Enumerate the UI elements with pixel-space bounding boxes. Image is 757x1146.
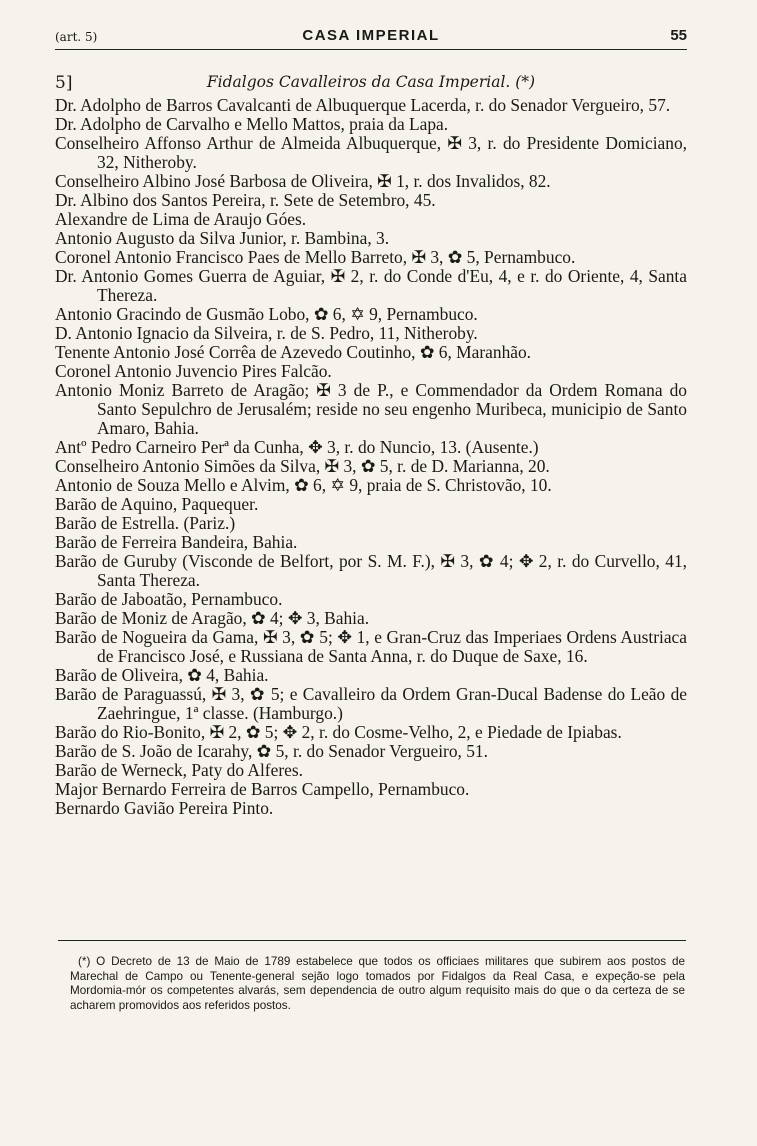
list-item: Coronel Antonio Francisco Paes de Mello Barreto, ✠ 3, ✿ 5, Pernambuco.	[55, 247, 576, 267]
list-item: Barão de Estrella. (Pariz.)	[55, 513, 236, 533]
list-item: Barão de Guruby (Visconde de Belfort, por S. M. F.), ✠ 3, ✿ 4; ✥ 2, r. do Curvello, 41, Santa Thereza.	[55, 551, 687, 590]
list-item: Coronel Antonio Juvencio Pires Falcão.	[55, 361, 332, 381]
list-item: Bernardo Gavião Pereira Pinto.	[55, 798, 274, 818]
list-item: Conselheiro Albino José Barbosa de Oliveira, ✠ 1, r. dos Invalidos, 82.	[55, 171, 551, 191]
list-item: Barão de Ferreira Bandeira, Bahia.	[55, 532, 298, 552]
header-rule	[55, 49, 687, 50]
list-item: Antonio Augusto da Silva Junior, r. Bambina, 3.	[55, 228, 390, 248]
list-item: Barão de Paraguassú, ✠ 3, ✿ 5; e Cavalleiro da Ordem Gran-Ducal Badense do Leão de Zaehringue, 1ª classe. (Hamburgo.)	[55, 684, 687, 723]
footnote: (*) O Decreto de 13 de Maio de 1789 estabelece que todos os officiaes militares que subirem aos postos de Marechal de Campo ou Tenente-general sejão logo tomados por Fidalgos da Real Casa, e expeção-se pela Mordomia-mór os competentes alvarás, sem dependencia de outro algum requisito mais do que o da certeza de se acharem promovidos aos referidos postos.	[70, 955, 685, 1012]
list-item: Dr. Adolpho de Carvalho e Mello Mattos, praia da Lapa.	[55, 114, 449, 134]
running-title: CASA IMPERIAL	[302, 27, 440, 44]
section-heading	[55, 73, 687, 93]
list-item: Barão de Jaboatão, Pernambuco.	[55, 589, 283, 609]
list-item: Antonio Gracindo de Gusmão Lobo, ✿ 6, ✡ 9, Pernambuco.	[55, 304, 478, 324]
list-item: Conselheiro Affonso Arthur de Almeida Albuquerque, ✠ 3, r. do Presidente Domiciano, 32, Nitheroby.	[55, 133, 687, 172]
list-item: Alexandre de Lima de Araujo Góes.	[55, 209, 307, 229]
entry-list	[55, 96, 687, 818]
list-item: Dr. Antonio Gomes Guerra de Aguiar, ✠ 2, r. do Conde d'Eu, 4, e r. do Oriente, 4, Santa Thereza.	[55, 266, 687, 305]
list-item: Major Bernardo Ferreira de Barros Campello, Pernambuco.	[55, 779, 470, 799]
list-item: Dr. Adolpho de Barros Cavalcanti de Albuquerque Lacerda, r. do Senador Vergueiro, 57.	[55, 95, 671, 115]
running-header	[55, 26, 687, 48]
list-item: Dr. Albino dos Santos Pereira, r. Sete de Setembro, 45.	[55, 190, 436, 210]
list-item: Antonio de Souza Mello e Alvim, ✿ 6, ✡ 9, praia de S. Christovão, 10.	[55, 475, 552, 495]
list-item: Barão de Aquino, Paquequer.	[55, 494, 259, 514]
article-reference: (art. 5)	[55, 30, 98, 44]
list-item: D. Antonio Ignacio da Silveira, r. de S. Pedro, 11, Nitheroby.	[55, 323, 478, 343]
list-item: Antº Pedro Carneiro Perª da Cunha, ✥ 3, r. do Nuncio, 13. (Ausente.)	[55, 437, 539, 457]
list-item: Barão de Moniz de Aragão, ✿ 4; ✥ 3, Bahia.	[55, 608, 370, 628]
list-item: Conselheiro Antonio Simões da Silva, ✠ 3, ✿ 5, r. de D. Marianna, 20.	[55, 456, 550, 476]
list-item: Barão de Nogueira da Gama, ✠ 3, ✿ 5; ✥ 1, e Gran-Cruz das Imperiaes Ordens Austriaca de Francisco José, e Russiana de Santa Anna, r. do Duque de Saxe, 16.	[55, 627, 687, 666]
footnote-rule	[58, 940, 686, 941]
list-item: Barão de Oliveira, ✿ 4, Bahia.	[55, 665, 269, 685]
section-number: 5]	[55, 73, 73, 93]
list-item: Barão do Rio-Bonito, ✠ 2, ✿ 5; ✥ 2, r. do Cosme-Velho, 2, e Piedade de Ipiabas.	[55, 722, 622, 742]
list-item: Tenente Antonio José Corrêa de Azevedo Coutinho, ✿ 6, Maranhão.	[55, 342, 532, 362]
section-title: Fidalgos Cavalleiros da Casa Imperial. (*)	[206, 73, 536, 91]
list-item: Antonio Moniz Barreto de Aragão; ✠ 3 de P., e Commendador da Ordem Romana do Santo Sepulchro de Jerusalém; reside no seu engenho Muribeca, municipio de Santo Amaro, Bahia.	[55, 380, 687, 438]
list-item: Barão de S. João de Icarahy, ✿ 5, r. do Senador Vergueiro, 51.	[55, 741, 488, 761]
page-number: 55	[670, 27, 687, 44]
list-item: Barão de Werneck, Paty do Alferes.	[55, 760, 303, 780]
